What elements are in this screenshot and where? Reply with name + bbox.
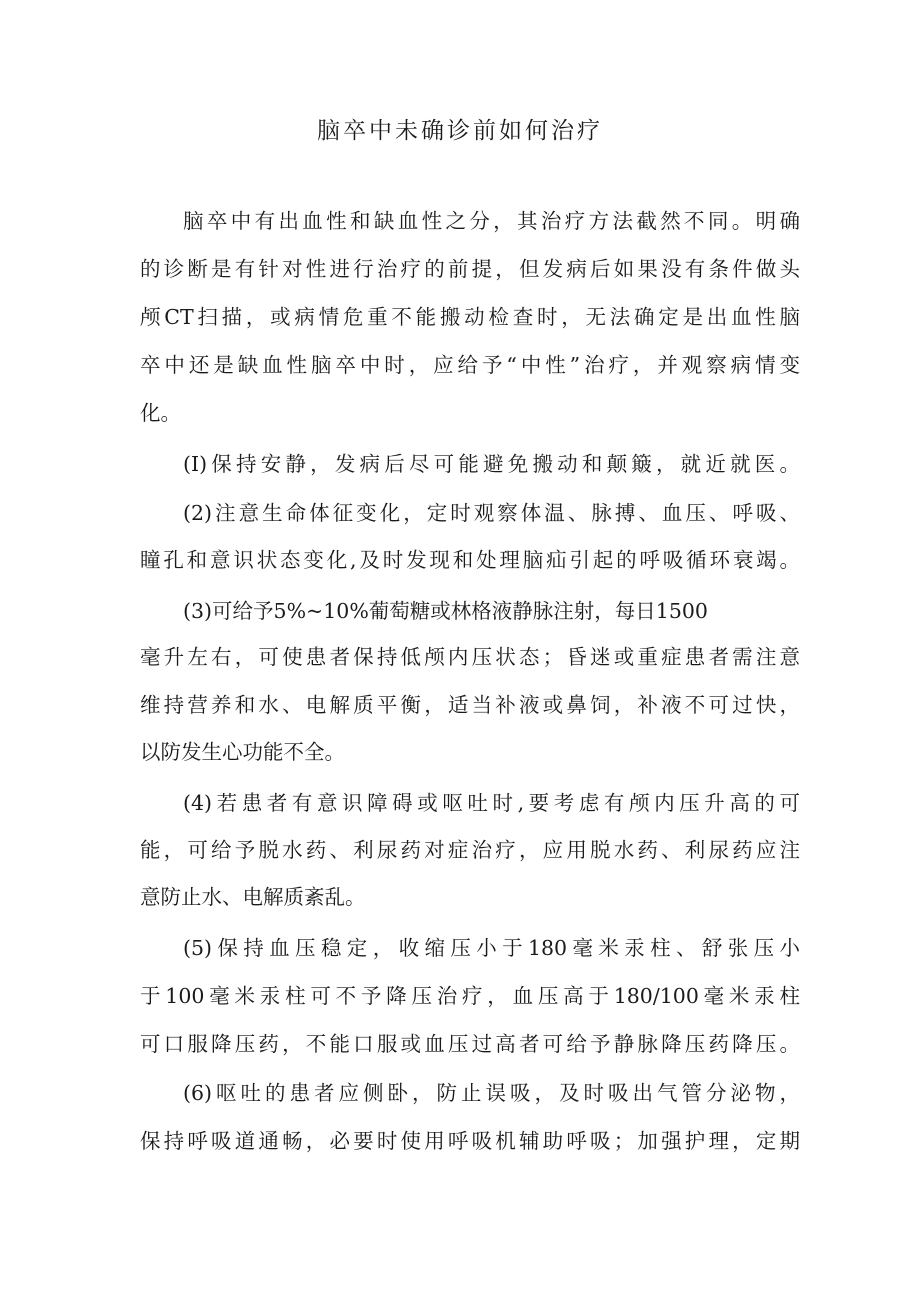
list-item-line: 可口服降压药，不能口服或血压过高者可给予静脉降压药降压。 — [140, 1032, 800, 1056]
list-item-line: 以防发生心功能不全。 — [140, 740, 345, 764]
list-item-line: (5)保持血压稳定，收缩压小于180毫米汞柱、舒张压小 — [183, 936, 800, 960]
list-item-line: (3)可给予5%~10%葡萄糖或林格液静脉注射，每日1500 — [183, 599, 708, 623]
list-item-line: 毫升左右，可使患者保持低颅内压状态；昏迷或重症患者需注意 — [140, 645, 800, 669]
list-item-line: (4)若患者有意识障碍或呕吐时,要考虑有颅内压升高的可 — [183, 791, 800, 815]
list-item-line: 意防止水、电解质紊乱。 — [140, 885, 366, 909]
list-item-line: (2)注意生命体征变化，定时观察体温、脉搏、血压、呼吸、 — [183, 501, 800, 525]
paragraph-line: 脑卒中有出血性和缺血性之分，其治疗方法截然不同。明确 — [183, 209, 800, 233]
paragraph-line: 的诊断是有针对性进行治疗的前提，但发病后如果没有条件做头 — [140, 257, 800, 281]
list-item-line: 瞳孔和意识状态变化,及时发现和处理脑疝引起的呼吸循环衰竭。 — [140, 548, 800, 572]
paragraph-line: 化。 — [140, 401, 181, 425]
paragraph-line: 卒中还是缺血性脑卒中时，应给予“中性”治疗，并观察病情变 — [140, 353, 800, 377]
list-item-line: (6)呕吐的患者应侧卧，防止误吸，及时吸出气管分泌物， — [183, 1081, 800, 1105]
list-item-line: 于100毫米汞柱可不予降压治疗，血压高于180/100毫米汞柱 — [140, 984, 800, 1008]
list-item-line: 能，可给予脱水药、利尿药对症治疗，应用脱水药、利尿药应注 — [140, 838, 800, 862]
paragraph-line: 颅CT扫描，或病情危重不能搬动检查时，无法确定是出血性脑 — [140, 305, 800, 329]
list-item-line: 维持营养和水、电解质平衡，适当补液或鼻饲，补液不可过快， — [140, 693, 800, 717]
list-item-line: (I)保持安静，发病后尽可能避免搬动和颠簸，就近就医。 — [183, 452, 800, 476]
document-title: 脑卒中未确诊前如何治疗 — [317, 118, 603, 144]
list-item-line: 保持呼吸道通畅，必要时使用呼吸机辅助呼吸；加强护理，定期 — [140, 1129, 800, 1153]
